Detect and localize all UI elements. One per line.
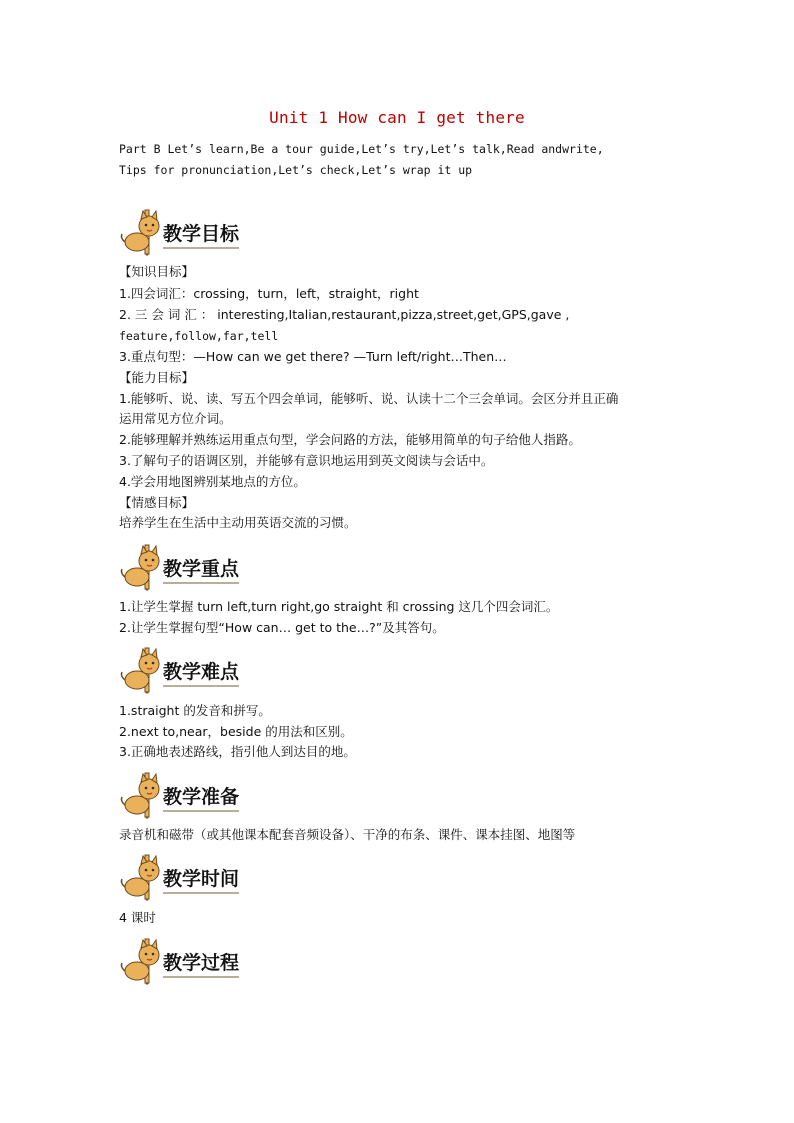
cartoon-cat-with-pencil-icon <box>119 646 163 694</box>
section-heading-text: 教学时间 <box>163 864 239 894</box>
document-subtitle-line-1: Part B Let’s learn,Be a tour guide,Let’s try,Let’s talk,Read andwrite, <box>119 142 604 156</box>
knowledge-item-1: 1.四会词汇：crossing，turn，left，straight，right <box>119 286 419 301</box>
section-heading-text: 教学目标 <box>163 219 239 249</box>
knowledge-item-2-line-1: 2. 三 会 词 汇 ： interesting,Italian,restaurant,pizza,street,get,GPS,gave , <box>119 307 570 322</box>
section-heading-text: 教学准备 <box>163 782 239 812</box>
knowledge-item-3: 3.重点句型：—How can we get there? —Turn left/right…Then… <box>119 349 507 364</box>
section-heading-text: 教学重点 <box>163 554 239 584</box>
cartoon-cat-with-pencil-icon <box>119 937 163 985</box>
cartoon-cat-with-pencil-icon <box>119 853 163 901</box>
cartoon-cat-with-pencil-icon <box>119 543 163 591</box>
difficulty-3: 3.正确地表述路线，指引他人到达目的地。 <box>119 744 356 759</box>
cartoon-cat-with-pencil-icon <box>119 771 163 819</box>
section-heading-difficulties <box>119 646 369 694</box>
knowledge-item-2-line-2: feature,follow,far,tell <box>119 329 279 343</box>
ability-item-1-line-2: 运用常见方位介词。 <box>119 411 232 426</box>
ability-item-1-line-1: 1.能够听、说、读、写五个四会单词，能够听、说、认读十二个三会单词。会区分并且正确 <box>119 391 619 406</box>
ability-objective-label: 【能力目标】 <box>119 370 195 385</box>
ability-item-4: 4.学会用地图辨别某地点的方位。 <box>119 474 306 489</box>
key-point-2: 2.让学生掌握句型“How can… get to the…?”及其答句。 <box>119 620 445 635</box>
document-subtitle-line-2: Tips for pronunciation,Let’s check,Let’s wrap it up <box>119 163 473 177</box>
section-heading-preparation <box>119 771 369 819</box>
emotion-objective-label: 【情感目标】 <box>119 495 195 510</box>
preparation-text: 录音机和磁带（或其他课本配套音频设备）、干净的布条、课件、课本挂图、地图等 <box>119 827 576 842</box>
section-heading-key-points <box>119 543 369 591</box>
key-point-1: 1.让学生掌握 turn left,turn right,go straight 和 crossing 这几个四会词汇。 <box>119 599 559 614</box>
difficulty-1: 1.straight 的发音和拼写。 <box>119 703 271 718</box>
ability-item-2: 2.能够理解并熟练运用重点句型，学会问路的方法，能够用简单的句子给他人指路。 <box>119 432 581 447</box>
document-title: Unit 1 How can I get there <box>269 108 525 127</box>
section-heading-objectives <box>119 208 369 256</box>
knowledge-objective-label: 【知识目标】 <box>119 264 195 279</box>
difficulty-2: 2.next to,near，beside 的用法和区别。 <box>119 724 353 739</box>
time-text: 4 课时 <box>119 910 156 925</box>
ability-item-3: 3.了解句子的语调区别，并能够有意识地运用到英文阅读与会话中。 <box>119 453 494 468</box>
section-heading-process <box>119 937 369 985</box>
emotion-item-1: 培养学生在生活中主动用英语交流的习惯。 <box>119 515 357 530</box>
section-heading-text: 教学过程 <box>163 948 239 978</box>
cartoon-cat-with-pencil-icon <box>119 208 163 256</box>
section-heading-time <box>119 853 369 901</box>
section-heading-text: 教学难点 <box>163 657 239 687</box>
